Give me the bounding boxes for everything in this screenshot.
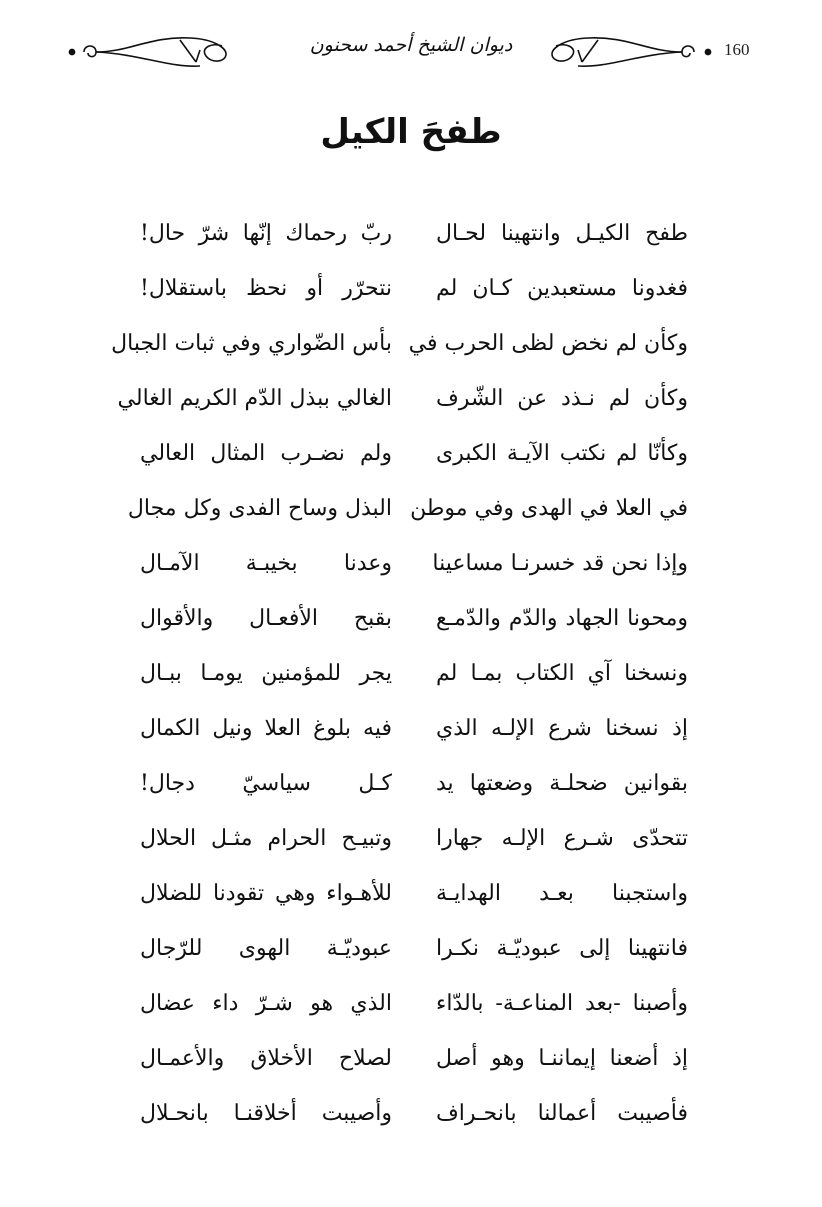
verse <box>0 980 822 1028</box>
second-hemistich: فيه بلوغ العلا ونيل الكمال <box>140 716 392 741</box>
verse <box>0 1035 822 1083</box>
verse <box>0 485 822 533</box>
first-hemistich: واستجبنا بعـد الهدايـة <box>436 881 688 906</box>
first-hemistich: فأصيبت أعمالنا بانحـراف <box>436 1101 688 1126</box>
first-hemistich: وأصبنا -بعد المناعـة- بالدّاء <box>436 991 688 1016</box>
first-hemistich: فانتهينا إلى عبوديّـة نكـرا <box>436 936 688 961</box>
verse <box>0 870 822 918</box>
first-hemistich: إذ أضعنا إيماننـا وهو أصل <box>436 1046 688 1071</box>
second-hemistich: ربّ رحماك إنّها شرّ حال! <box>140 221 392 246</box>
page-header <box>0 22 822 82</box>
verse <box>0 430 822 478</box>
verse <box>0 705 822 753</box>
running-title: ديوان الشيخ أحمد سحنون <box>309 34 513 56</box>
page-number: 160 <box>724 40 750 59</box>
verse <box>0 375 822 423</box>
first-hemistich: طفح الكيـل وانتهينا لحـال <box>436 221 688 246</box>
verse <box>0 815 822 863</box>
second-hemistich: البذل وساح الفدى وكل مجال <box>127 496 392 521</box>
second-hemistich: ولم نضـرب المثال العالي <box>140 441 392 466</box>
second-hemistich: وعدنا بخيبـة الآمـال <box>140 551 392 576</box>
verse <box>0 925 822 973</box>
verse <box>0 595 822 643</box>
first-hemistich: ومحونا الجهاد والدّم والدّمـع <box>436 606 688 631</box>
verse <box>0 265 822 313</box>
second-hemistich: لصلاح الأخلاق والأعمـال <box>140 1046 392 1071</box>
second-hemistich: وتبيـح الحرام مثـل الحلال <box>140 826 392 851</box>
first-hemistich: في العلا في الهدى وفي موطن <box>410 496 688 521</box>
verse <box>0 540 822 588</box>
first-hemistich: وكأنّا لم نكتب الآيـة الكبرى <box>436 441 688 466</box>
second-hemistich: بأس الضّواري وفي ثبات الجبال <box>111 331 392 356</box>
second-hemistich: الغالي ببذل الدّم الكريم الغالي <box>117 386 392 411</box>
verse <box>0 650 822 698</box>
first-hemistich: وكأن لم نخض لظى الحرب في <box>408 331 688 356</box>
second-hemistich: وأصيبت أخلاقنـا بانحـلال <box>140 1101 392 1126</box>
first-hemistich: وكأن لم نـذد عن الشّرف <box>436 386 688 411</box>
second-hemistich: الذي هو شـرّ داء عضال <box>140 991 392 1016</box>
verse <box>0 210 822 258</box>
second-hemistich: عبوديّـة الهوى للرّجال <box>140 936 392 961</box>
verse <box>0 320 822 368</box>
first-hemistich: إذ نسخنا شرع الإلـه الذي <box>436 716 688 741</box>
first-hemistich: تتحدّى شـرع الإلـه جهارا <box>436 826 688 851</box>
second-hemistich: نتحرّر أو نحظ باستقلال! <box>140 276 392 301</box>
second-hemistich: كـل سياسيّ دجال! <box>140 771 392 796</box>
verse <box>0 760 822 808</box>
verse <box>0 1090 822 1138</box>
first-hemistich: وإذا نحن قد خسرنـا مساعينا <box>432 551 688 576</box>
second-hemistich: يجر للمؤمنين يومـا ببـال <box>140 661 392 686</box>
first-hemistich: بقوانين ضحلـة وضعتها يد <box>436 771 688 796</box>
first-hemistich: ونسخنا آي الكتاب بمـا لم <box>436 661 688 686</box>
second-hemistich: للأهـواء وهي تقودنا للضلال <box>140 881 392 906</box>
poem-title: طفحَ الكيل <box>320 112 502 152</box>
second-hemistich: بقبح الأفعـال والأقوال <box>140 606 392 631</box>
first-hemistich: فغدونا مستعبدين كـان لم <box>436 276 688 301</box>
